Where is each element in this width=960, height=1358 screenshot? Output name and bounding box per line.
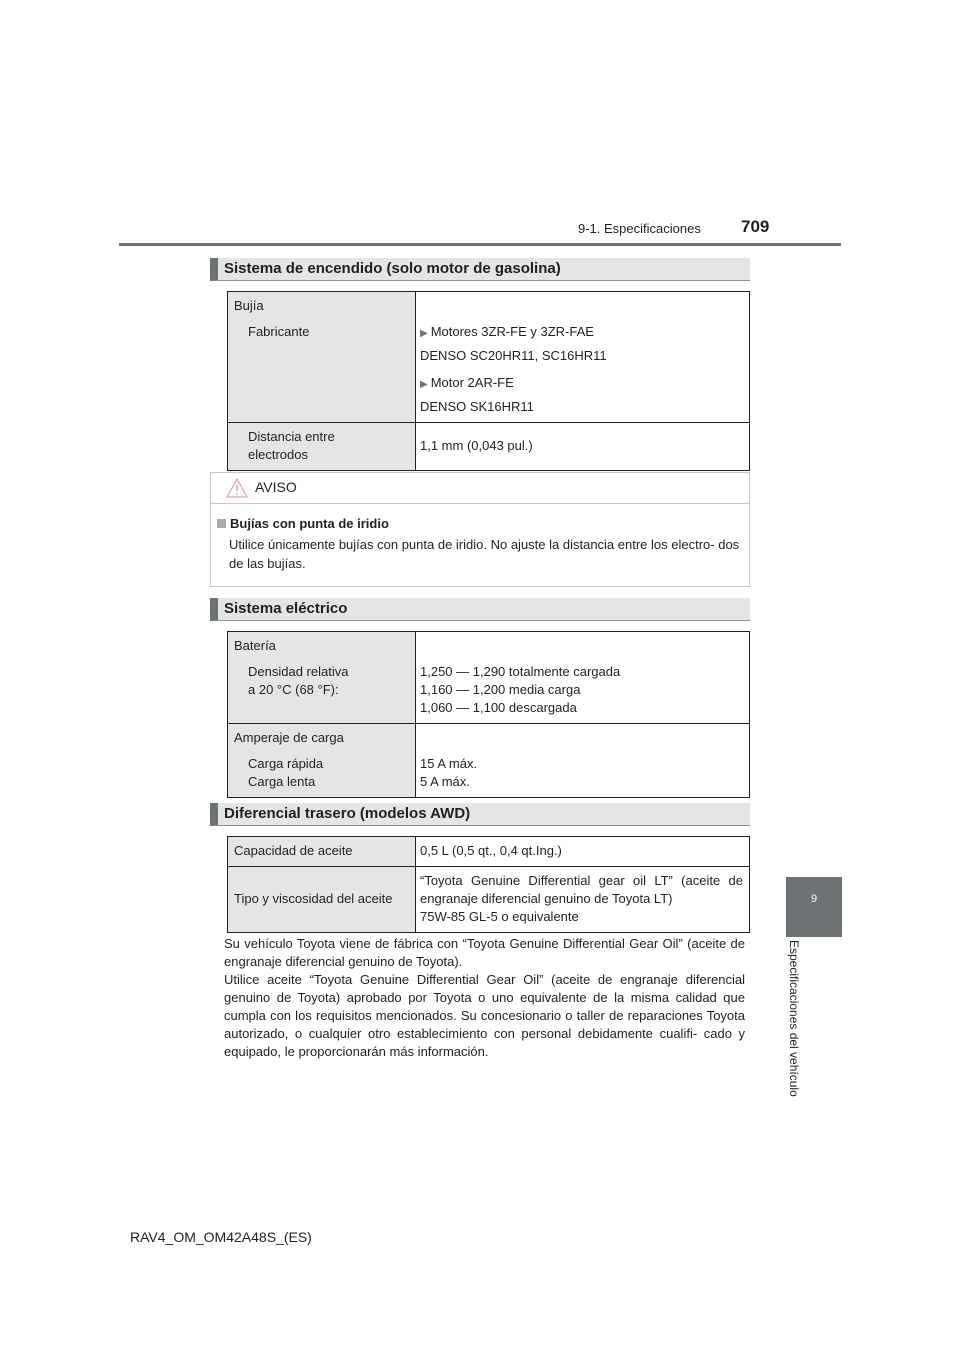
engine-1-label: Motores 3ZR-FE y 3ZR-FAE xyxy=(430,324,594,339)
chapter-tab[interactable] xyxy=(786,877,842,937)
battery-label: Batería xyxy=(234,638,276,653)
ignition-spec-table xyxy=(227,291,750,471)
capacity-value: 0,5 L (0,5 qt., 0,4 qt.Ing.) xyxy=(420,843,562,858)
slow-charge-value: 5 A máx. xyxy=(420,774,470,789)
chapter-number: 9 xyxy=(810,893,818,905)
chapter-label xyxy=(787,940,805,1120)
header-divider xyxy=(119,243,841,246)
amperage-value-cell xyxy=(416,724,750,798)
table-row xyxy=(228,292,750,423)
engine-1-value: DENSO SC20HR11, SC16HR11 xyxy=(420,348,607,363)
differential-spec-table xyxy=(227,836,750,933)
chapter-label-text: Especificaciones del vehículo xyxy=(787,940,801,1097)
engine-1-line xyxy=(420,323,743,343)
body-paragraph xyxy=(224,935,745,1061)
oil-type-label: Tipo y viscosidad del aceite xyxy=(234,891,393,906)
warning-subtitle-line xyxy=(217,516,749,531)
gap-label-line1: Distancia entre xyxy=(248,429,335,444)
oil-type-label-cell xyxy=(228,867,416,933)
capacity-value-cell xyxy=(416,837,750,867)
warning-triangle-icon xyxy=(225,477,249,499)
gap-value-cell xyxy=(416,423,750,471)
engine-2-label: Motor 2AR-FE xyxy=(430,375,514,390)
amperage-label: Amperaje de carga xyxy=(234,730,344,745)
triangle-bullet-icon: ▶ xyxy=(420,379,428,390)
capacity-label-cell xyxy=(228,837,416,867)
electrical-spec-table xyxy=(227,631,750,798)
warning-text: Utilice únicamente bujías con punta de iridio. No ajuste la distancia entre los electro- dos de las bujías. xyxy=(229,537,740,571)
gap-value: 1,1 mm (0,043 pul.) xyxy=(420,438,533,453)
table-row xyxy=(228,837,750,867)
warning-subtitle: Bujías con punta de iridio xyxy=(230,516,389,531)
spark-plug-label-cell xyxy=(228,292,416,423)
page-number: 709 xyxy=(741,217,770,236)
fast-charge-value: 15 A máx. xyxy=(420,756,478,771)
section-header: 9-1. Especificaciones xyxy=(578,221,701,236)
table-row xyxy=(228,724,750,798)
capacity-label: Capacidad de aceite xyxy=(234,843,353,858)
amperage-label-cell xyxy=(228,724,416,798)
triangle-bullet-icon: ▶ xyxy=(420,328,428,339)
ignition-section-title: Sistema de encendido (solo motor de gasolina) xyxy=(210,258,750,281)
warning-header xyxy=(211,473,749,504)
table-row xyxy=(228,423,750,471)
document-code: RAV4_OM_OM42A48S_(ES) xyxy=(130,1229,312,1245)
gap-label-cell xyxy=(228,423,416,471)
density-label-line2: a 20 °C (68 °F): xyxy=(248,682,339,697)
table-row xyxy=(228,867,750,933)
oil-viscosity-value: 75W-85 GL-5 o equivalente xyxy=(420,909,579,924)
warning-title: AVISO xyxy=(255,479,297,495)
density-label-line1: Densidad relativa xyxy=(248,664,349,679)
warning-box xyxy=(210,472,750,587)
manufacturer-label: Fabricante xyxy=(248,324,310,339)
electrical-section-title: Sistema eléctrico xyxy=(210,598,750,621)
spark-plug-value-cell xyxy=(416,292,750,423)
warning-body xyxy=(211,504,749,573)
table-row xyxy=(228,632,750,724)
battery-label-cell xyxy=(228,632,416,724)
oil-type-value: “Toyota Genuine Differential gear oil LT” (aceite de engranaje diferencial genuino de Toyota LT) xyxy=(420,873,743,906)
spark-plug-label: Bujía xyxy=(234,298,264,313)
engine-2-line xyxy=(420,374,743,394)
paragraph-line2: Utilice aceite “Toyota Genuine Differential Gear Oil” (aceite de engranaje diferencial genuino de Toyota) aprobado por Toyota o uno equivalente de la misma calidad que cumpla con los requisitos mencionados. Su concesionario o taller de reparaciones Toyota autorizado, o cualquier otro establecimiento con personal debidamente cualifi- cado y equipado, le proporcionarán más información. xyxy=(224,972,745,1059)
fast-charge-label: Carga rápida xyxy=(248,756,324,771)
engine-2-value: DENSO SK16HR11 xyxy=(420,399,534,414)
slow-charge-label: Carga lenta xyxy=(248,774,316,789)
density-value-empty: 1,060 — 1,100 descargada xyxy=(420,700,577,715)
density-value-half: 1,160 — 1,200 media carga xyxy=(420,682,581,697)
gap-label-line2: electrodos xyxy=(248,447,308,462)
paragraph-line1: Su vehículo Toyota viene de fábrica con “Toyota Genuine Differential Gear Oil” (aceite de engranaje diferencial genuino de Toyota). xyxy=(224,936,745,969)
density-value-full: 1,250 — 1,290 totalmente cargada xyxy=(420,664,621,679)
density-value-cell xyxy=(416,632,750,724)
differential-section-title: Diferencial trasero (modelos AWD) xyxy=(210,803,750,826)
oil-type-value-cell xyxy=(416,867,750,933)
square-bullet-icon xyxy=(217,519,226,528)
